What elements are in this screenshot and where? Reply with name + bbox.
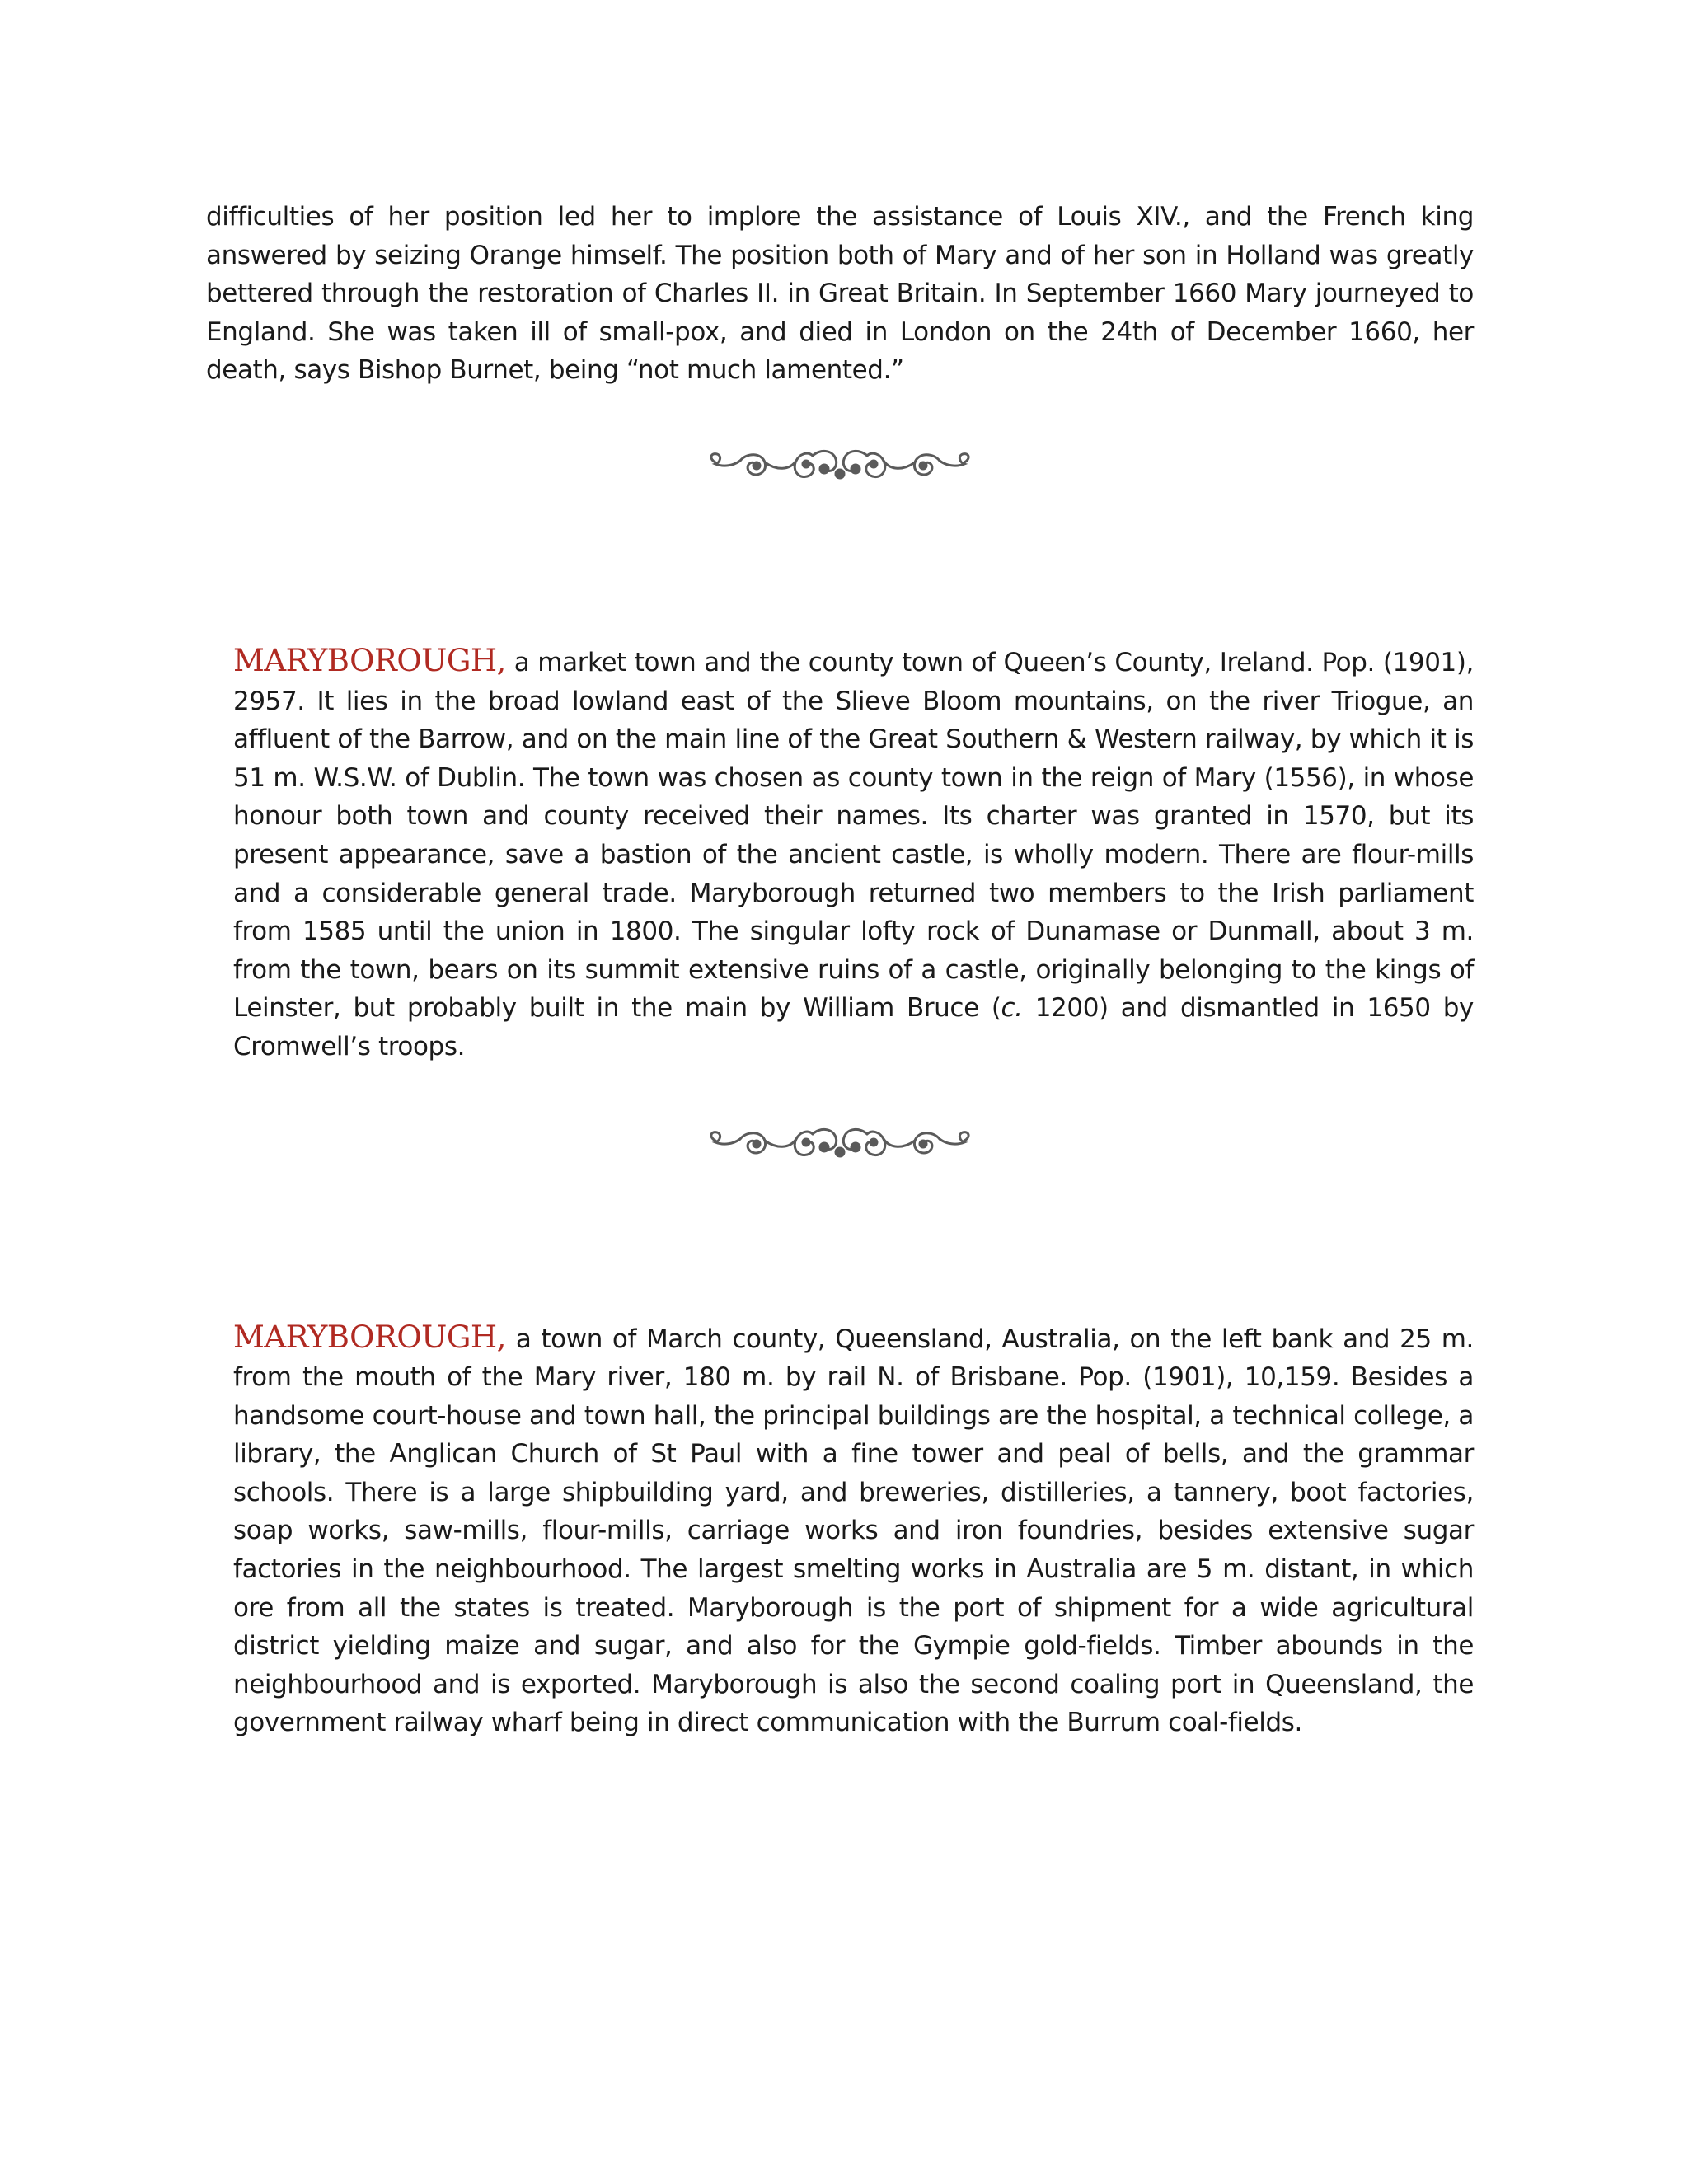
mary-article-ending: difficulties of her position led her to implore the assistance of Louis XIV., and the French king answered by seizing Orange himself. The position both of Mary and of her son in Holland was greatly bettered through the restoration of Charles II. in Great Britain. In September 1660 Mary journeyed to England. She was taken ill of small-pox, and died in London on the 24th of December 1660, her death, says Bishop Burnet, being “not much lamented.” [206,202,1474,386]
document-page [206,198,1474,1742]
entry-text-part-2: 1200) and dismantled in 1650 by Cromwell’s troops. [233,993,1474,1062]
ornament-divider [206,438,1474,492]
entry-text-part-1: a market town and the county town of Queen’s County, Ireland. Pop. (1901), 2957. It lies in the broad lowland east of the Slieve Bloom mountains, on the river Triogue, an affluent of the Barrow, and on the main line of the Great Southern & Western railway, by which it is 51 m. W.S.W. of Dublin. The town was chosen as county town in the reign of Mary (1556), in whose honour both town and county received their names. Its charter was granted in 1570, but its present appearance, save a bastion of the ancient castle, is wholly modern. There are flour-mills and a considerable general trade. Maryborough returned two members to the Irish parliament from 1585 until the union in 1800. The singular lofty rock of Dunamase or Dunmall, about 3 m. from the town, bears on its summit extensive ruins of a castle, originally belonging to the kings of Leinster, but probably built in the main by William Bruce ( [233,647,1474,1024]
entry-text: a town of March county, Queensland, Australia, on the left bank and 25 m. from the mouth of the Mary river, 180 m. by rail N. of Brisbane. Pop. (1901), 10,159. Besides a handsome court-house and town hall, the principal buildings are the hospital, a technical college, a library, the Anglican Church of St Paul with a fine tower and peal of bells, and the grammar schools. There is a large shipbuilding yard, and breweries, distilleries, a tannery, boot factories, soap works, saw-mills, flour-mills, carriage works and iron foundries, besides extensive sugar factories in the neighbourhood. The largest smelting works in Australia are 5 m. distant, in which ore from all the states is treated. Maryborough is the port of shipment for a wide agricultural district yielding maize and sugar, and also for the Gympie gold-fields. Timber abounds in the neighbourhood and is exported. Maryborough is also the second coaling port in Queensland, the government railway wharf being in direct communication with the Burrum coal-fields. [233,1324,1474,1738]
entry-maryborough-ireland [206,642,1474,1066]
entry-headword: MARYBOROUGH, [233,642,506,678]
ornament-divider [206,1116,1474,1170]
entry-headword: MARYBOROUGH, [233,1319,506,1355]
entry-italic-circa: c. [1001,993,1023,1024]
scroll-ornament-icon [704,1116,976,1170]
scroll-ornament-icon [704,438,976,492]
entry-maryborough-queensland [206,1319,1474,1743]
